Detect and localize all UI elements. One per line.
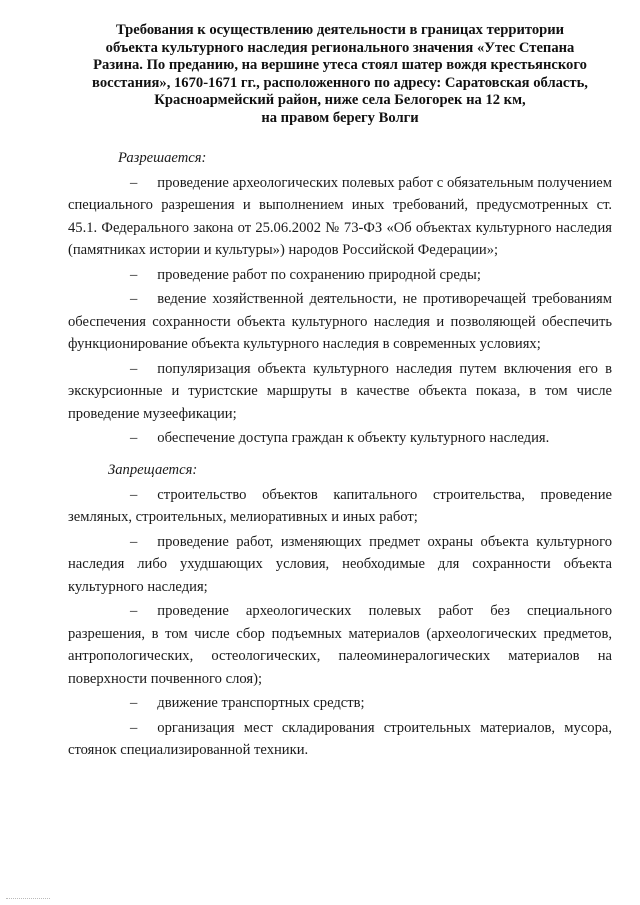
forbidden-list xyxy=(68,484,612,762)
forbidden-item xyxy=(68,717,612,762)
allowed-item xyxy=(68,288,612,356)
dash-marker: – xyxy=(130,695,138,712)
forbidden-item-text: движение транспортных средств; xyxy=(157,695,365,712)
allowed-item xyxy=(68,172,612,262)
allowed-item-text: популяризация объекта культурного наследия путем включения его в экскурсионные и туристские маршруты в качестве объекта показа, в том числе проведение музеефикации; xyxy=(68,360,612,422)
title-line: Красноармейский район, ниже села Белогорек на 12 км, xyxy=(154,92,526,109)
forbidden-item-text: проведение работ, изменяющих предмет охраны объекта культурного наследия либо ухудшающих условия, необходимые для сохранности объекта культурного наследия; xyxy=(68,533,612,595)
allowed-list xyxy=(68,172,612,450)
allowed-item-text: ведение хозяйственной деятельности, не противоречащей требованиям обеспечения сохранности объекта культурного наследия и позволяющей обеспечить функционирование объекта культурного наследия в современных условиях; xyxy=(68,291,612,353)
dash-marker: – xyxy=(130,603,138,620)
forbidden-item-text: строительство объектов капитального строительства, проведение земляных, строительных, мелиоративных и иных работ; xyxy=(68,486,612,526)
forbidden-item xyxy=(68,600,612,690)
dash-marker: – xyxy=(130,174,138,191)
forbidden-item xyxy=(68,692,612,715)
allowed-item-text: обеспечение доступа граждан к объекту культурного наследия. xyxy=(157,430,550,447)
dash-marker: – xyxy=(130,360,138,377)
forbidden-heading: Запрещается: xyxy=(108,461,198,478)
scan-corner-mark xyxy=(6,898,50,901)
allowed-item-text: проведение археологических полевых работ с обязательным получением специального разрешения и выполнением иных требований, предусмотренных ст. 45.1. Федерального закона от 25.06.2002 № 73-ФЗ «Об объектах культурного наследия (памятниках истории и культуры») народов Российской Федерации»; xyxy=(68,174,612,259)
title-line: объекта культурного наследия регионального значения «Утес Степана xyxy=(105,39,575,56)
allowed-item xyxy=(68,264,612,287)
dash-marker: – xyxy=(130,533,138,550)
allowed-item xyxy=(68,358,612,426)
dash-marker: – xyxy=(130,266,138,283)
forbidden-item xyxy=(68,531,612,599)
forbidden-item-text: проведение археологических полевых работ без специального разрешения, в том числе сбор подъемных материалов (археологических предметов, антропологических, остеологических, палеоминералогических материалов на поверхности почвенного слоя); xyxy=(68,603,612,687)
allowed-item xyxy=(68,427,612,450)
title-line: на правом берегу Волги xyxy=(261,109,419,126)
title-line: восстания», 1670-1671 гг., расположенного по адресу: Саратовская область, xyxy=(92,74,588,91)
dash-marker: – xyxy=(130,719,138,736)
allowed-heading: Разрешается: xyxy=(118,149,207,166)
forbidden-item-text: организация мест складирования строительных материалов, мусора, стоянок специализированной техники. xyxy=(68,719,612,759)
dash-marker: – xyxy=(130,486,138,503)
dash-marker: – xyxy=(130,430,138,447)
allowed-item-text: проведение работ по сохранению природной среды; xyxy=(157,266,481,283)
title-line: Требования к осуществлению деятельности в границах территории xyxy=(115,22,565,38)
title-line: Разина. По преданию, на вершине утеса стоял шатер вождя крестьянского xyxy=(93,57,587,74)
document-title xyxy=(68,22,612,128)
forbidden-item xyxy=(68,484,612,529)
dash-marker: – xyxy=(130,291,138,308)
